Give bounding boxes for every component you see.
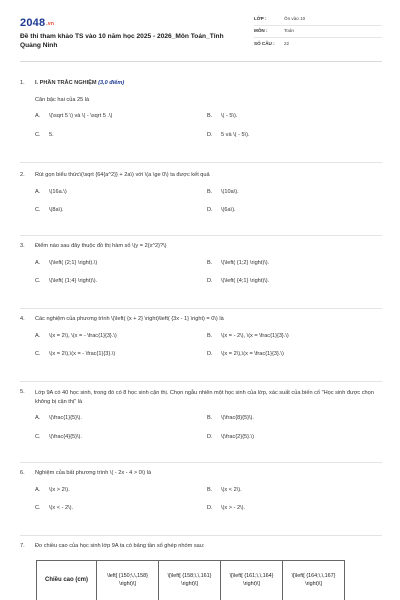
question-number: 6. xyxy=(20,470,25,476)
option-text: \(\left( {1;4} \right)\). xyxy=(49,278,98,285)
option-c[interactable] xyxy=(35,278,207,286)
divider xyxy=(20,235,382,236)
question-prompt: Đo chiều cao của học sinh lớp 9A ta có bảng tần số ghép nhóm sau: xyxy=(35,543,205,549)
option-letter: C. xyxy=(35,207,41,214)
section-title: I. PHẦN TRẮC NGHIỆM xyxy=(35,80,97,86)
option-text: \(\sqrt 5 \) và \( - \sqrt 5 .\) xyxy=(49,113,113,120)
table-cell: \left[ {150;\,\,158} \right)\] xyxy=(97,561,159,600)
option-text: \(x < - 2\). xyxy=(49,505,74,512)
option-b[interactable] xyxy=(207,333,379,341)
divider xyxy=(20,308,382,309)
option-text: \(x < 2\). xyxy=(221,486,242,493)
site-logo[interactable] xyxy=(20,16,54,31)
table-cell: \[\left[ {161;\,\,164} \right)\] xyxy=(221,561,283,600)
option-text: \(\left( {4;1} \right)\). xyxy=(221,278,270,285)
option-text: \(\frac{2}{5}.\) xyxy=(221,433,254,440)
section-heading xyxy=(35,80,382,88)
option-d[interactable] xyxy=(207,278,379,286)
table-cell: \[\left[ {164;\,\,167} \right)\] xyxy=(283,561,345,600)
option-letter: C. xyxy=(35,433,41,440)
option-a[interactable] xyxy=(35,333,207,341)
option-letter: B. xyxy=(207,415,213,422)
answer-options xyxy=(35,333,382,359)
option-text: \(\left( {2;1} \right).\) xyxy=(49,259,98,266)
option-letter: D. xyxy=(207,131,213,138)
option-letter: A. xyxy=(35,415,41,422)
question-number: 1. xyxy=(20,80,25,86)
question-prompt: Các nghiệm của phương trình \(\left( {x + 2} \right)\left( {3x - 1} \right) = 0\) là xyxy=(35,316,224,322)
logo-text: 2048 xyxy=(20,17,46,29)
answer-options xyxy=(35,113,382,139)
option-text: \(x = 2\),\(x = \frac{1}{3}.\) xyxy=(221,351,284,358)
option-text: \( - 5\). xyxy=(221,113,238,120)
option-letter: A. xyxy=(35,486,41,493)
option-d[interactable] xyxy=(207,351,379,359)
option-text: 5. xyxy=(49,131,54,138)
option-letter: C. xyxy=(35,505,41,512)
option-letter: D. xyxy=(207,505,213,512)
meta-label: LỚP : xyxy=(254,16,267,22)
option-letter: D. xyxy=(207,207,213,214)
option-letter: C. xyxy=(35,131,41,138)
meta-row-subject xyxy=(254,26,382,38)
option-letter: B. xyxy=(207,188,213,195)
question-prompt: Lớp 9A có 40 học sinh, trong đó có 8 học sinh cận thị. Chọn ngẫu nhiên một học sinh của lớp, xác suất của biến cố "Học sinh được chọn không bị cận thị" là xyxy=(35,390,374,405)
table-row xyxy=(37,561,345,600)
option-text: \(x = - 2\), \(x = \frac{1}{3}.\) xyxy=(221,332,289,339)
option-b[interactable] xyxy=(207,189,379,197)
option-letter: D. xyxy=(207,278,213,285)
frequency-table xyxy=(36,560,345,600)
meta-row-class xyxy=(254,14,382,26)
option-text: \(6a\). xyxy=(221,207,236,214)
question-3 xyxy=(20,243,382,286)
option-letter: D. xyxy=(207,351,213,358)
question-prompt: Căn bậc hai của 25 là xyxy=(35,96,90,103)
option-text: \(x > 2\). xyxy=(49,486,70,493)
option-letter: B. xyxy=(207,113,213,120)
option-text: \(\frac{1}{5}\). xyxy=(49,415,82,422)
answer-options xyxy=(35,487,382,513)
question-number: 2. xyxy=(20,172,25,178)
option-a[interactable] xyxy=(35,415,207,423)
option-letter: A. xyxy=(35,259,41,266)
option-b[interactable] xyxy=(207,415,379,423)
option-text: \(x = 2\), \(x = - \frac{1}{3}.\) xyxy=(49,332,117,339)
table-cell: \[\left[ {158;\,\,161} \right)\] xyxy=(159,561,221,600)
option-text: \(\frac{8}{5}\). xyxy=(221,415,254,422)
question-prompt: Nghiệm của bất phương trình \( - 2x - 4 > 0\) là xyxy=(35,470,152,476)
option-letter: B. xyxy=(207,486,213,493)
question-1 xyxy=(20,80,382,139)
option-c[interactable] xyxy=(35,505,207,513)
exam-header xyxy=(20,14,382,62)
question-number: 5. xyxy=(20,389,25,395)
section-points: (3,0 điểm) xyxy=(98,80,125,86)
option-c[interactable] xyxy=(35,434,207,442)
question-number: 4. xyxy=(20,316,25,322)
option-letter: B. xyxy=(207,332,213,339)
option-d[interactable] xyxy=(207,207,379,215)
meta-value: Ôn vào 10 xyxy=(284,16,306,22)
meta-value: 22 xyxy=(284,40,290,46)
divider xyxy=(20,462,382,463)
question-number: 3. xyxy=(20,243,25,249)
option-letter: A. xyxy=(35,188,41,195)
answer-options xyxy=(35,189,382,215)
option-c[interactable] xyxy=(35,351,207,359)
option-a[interactable] xyxy=(35,189,207,197)
meta-value: Toán xyxy=(284,28,294,34)
divider xyxy=(20,162,382,163)
option-text: \(x = 2\),\(x = - \frac{1}{3}.\) xyxy=(49,351,116,358)
question-number: 7. xyxy=(20,543,25,549)
option-b[interactable] xyxy=(207,260,379,268)
option-d[interactable] xyxy=(207,132,379,140)
meta-label: MÔN : xyxy=(254,28,268,34)
question-4 xyxy=(20,316,382,359)
option-text: \(\left( {1;2} \right)\). xyxy=(221,259,270,266)
answer-options xyxy=(35,415,382,441)
option-c[interactable] xyxy=(35,132,207,140)
divider xyxy=(20,381,382,382)
option-d[interactable] xyxy=(207,434,379,442)
option-b[interactable] xyxy=(207,487,379,495)
question-5 xyxy=(20,389,382,441)
option-letter: C. xyxy=(35,351,41,358)
option-text: \(16a.\) xyxy=(49,188,67,195)
option-letter: B. xyxy=(207,259,213,266)
option-text: \(\frac{4}{5}\). xyxy=(49,433,82,440)
option-a[interactable] xyxy=(35,487,207,495)
option-a[interactable] xyxy=(35,260,207,268)
table-header-cell: Chiều cao (cm) xyxy=(37,561,97,600)
option-d[interactable] xyxy=(207,505,379,513)
option-text: \(x > - 2\). xyxy=(221,505,246,512)
option-c[interactable] xyxy=(35,207,207,215)
question-6 xyxy=(20,470,382,513)
option-a[interactable] xyxy=(35,113,207,121)
meta-label: SỐ CÂU : xyxy=(254,40,275,46)
option-text: \(10a\). xyxy=(221,188,239,195)
option-b[interactable] xyxy=(207,113,379,121)
question-prompt: Điểm nào sau đây thuộc đồ thị hàm số \(y = 2{x^2}?\) xyxy=(35,243,167,249)
question-7 xyxy=(20,543,382,551)
question-2 xyxy=(20,172,382,215)
meta-row-question-count xyxy=(254,38,382,50)
exam-meta-table xyxy=(254,14,382,50)
option-letter: D. xyxy=(207,433,213,440)
option-letter: A. xyxy=(35,113,41,120)
option-letter: C. xyxy=(35,278,41,285)
option-text: \(8a\). xyxy=(49,207,64,214)
option-text: 5 và \( - 5\). xyxy=(221,131,250,138)
logo-tld: .vn xyxy=(46,21,55,27)
answer-options xyxy=(35,260,382,286)
option-letter: A. xyxy=(35,332,41,339)
divider xyxy=(20,535,382,536)
question-prompt: Rút gọn biểu thức\(\sqrt {64{a^2}} + 2a\) với \(a \ge 0\) ta được kết quả xyxy=(35,172,210,178)
exam-title: Đề thi tham khảo TS vào 10 năm học 2025 - 2026_Môn Toán_Tỉnh Quảng Ninh xyxy=(20,33,224,49)
